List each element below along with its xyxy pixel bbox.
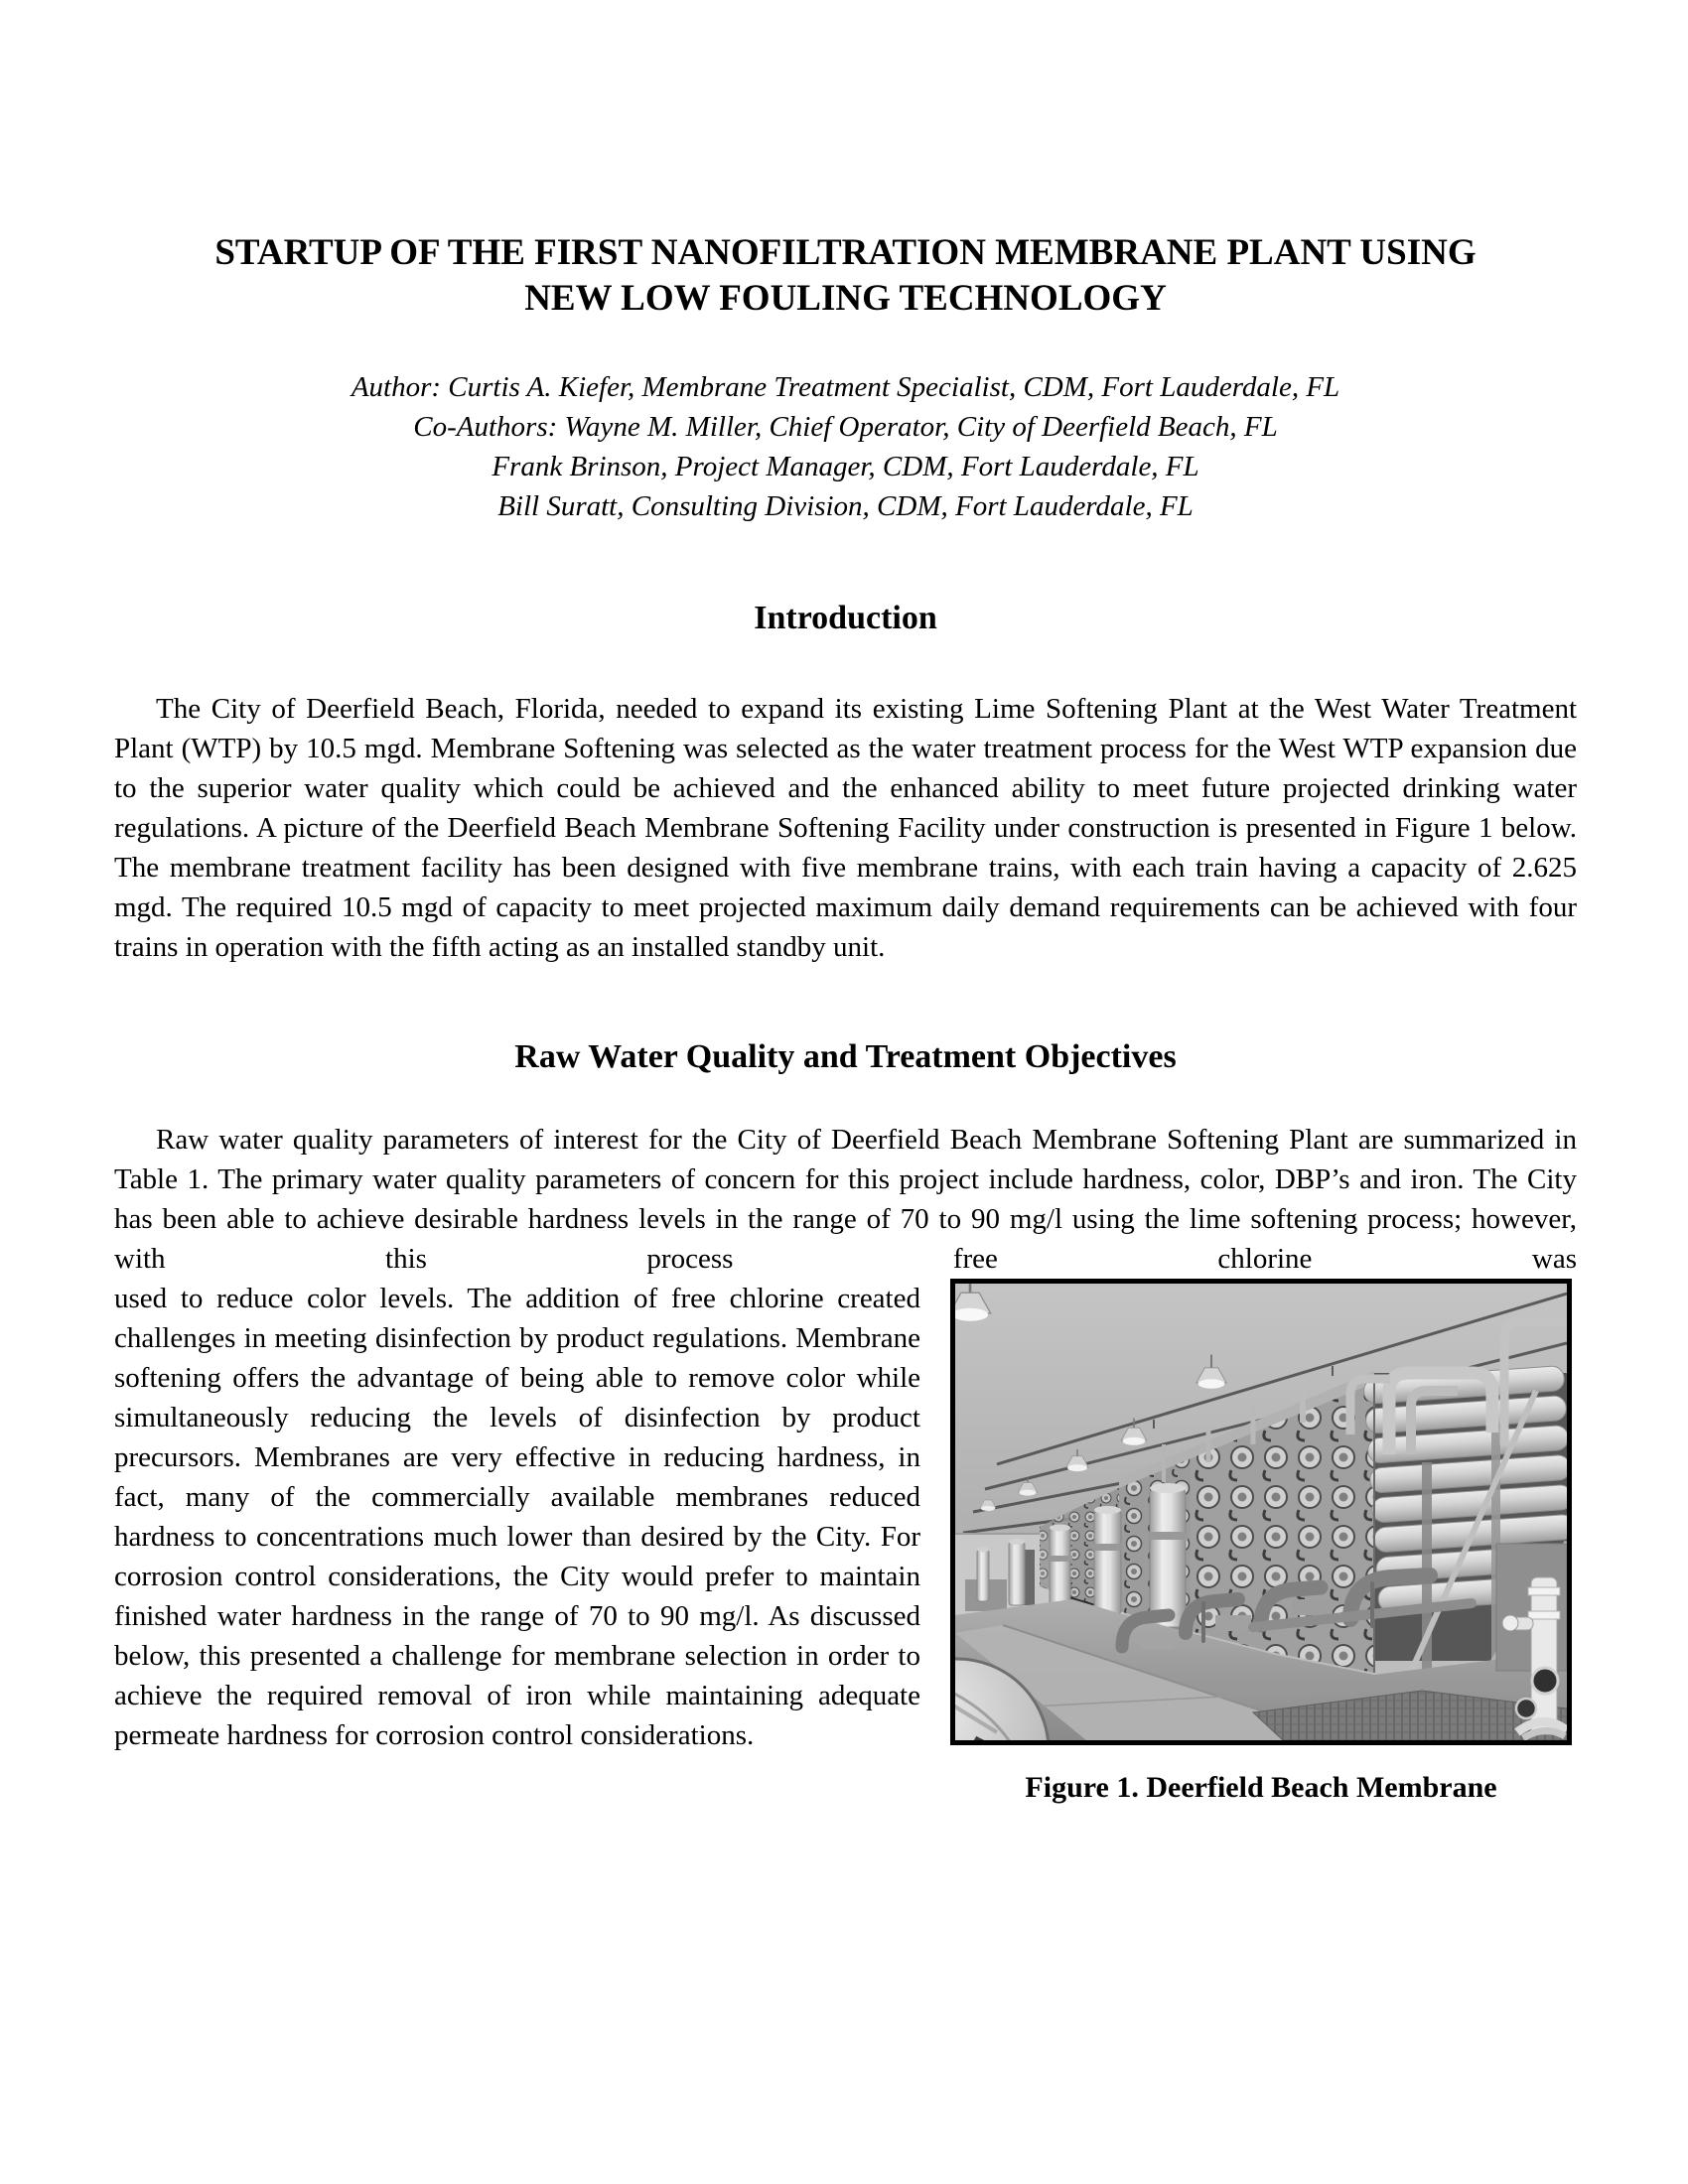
introduction-paragraph: The City of Deerfield Beach, Florida, needed to expand its existing Lime Softening Plant at the West Water Treatment Plant (WTP) by 10.5 mgd. Membrane Softening was selected as the water treatment process for the West WTP expansion due to the superior water quality which could be achieved and the enhanced ability to meet future projected drinking water regulations. A picture of the Deerfield Beach Membrane Softening Facility under construction is presented in Figure 1 below. The membrane treatment facility has been designed with five membrane trains, with each train having a capacity of 2.625 mgd. The required 10.5 mgd of capacity to meet projected maximum daily demand requirements can be achieved with four trains in operation with the fifth acting as an installed standby unit. xyxy=(114,693,1577,963)
title-line-2: NEW LOW FOULING TECHNOLOGY xyxy=(524,278,1167,319)
figure-caption: Figure 1. Deerfield Beach Membrane xyxy=(1025,1771,1497,1804)
paper-title xyxy=(114,230,1577,322)
author-line-2: Co-Authors: Wayne M. Miller, Chief Operator, City of Deerfield Beach, FL xyxy=(413,411,1278,443)
title-line-1: STARTUP OF THE FIRST NANOFILTRATION MEMBRANE PLANT USING xyxy=(214,232,1477,273)
author-line-1: Author: Curtis A. Kiefer, Membrane Treatment Specialist, CDM, Fort Lauderdale, FL xyxy=(351,371,1340,403)
figure-1 xyxy=(950,1279,1572,1805)
author-block xyxy=(114,367,1577,526)
author-line-3: Frank Brinson, Project Manager, CDM, Fort Lauderdale, FL xyxy=(492,451,1199,482)
author-line-4: Bill Suratt, Consulting Division, CDM, Fort Lauderdale, FL xyxy=(497,490,1194,522)
text-and-figure-row xyxy=(114,1279,1577,1805)
membrane-plant-photo xyxy=(955,1284,1567,1740)
section-heading-raw-water: Raw Water Quality and Treatment Objectives xyxy=(514,1038,1177,1075)
section-heading-introduction: Introduction xyxy=(754,600,937,636)
raw-water-paragraph-wrapped: used to reduce color levels. The addition of free chlorine created challenges in meeting disinfection by product regulations. Membrane softening offers the advantage of being able to remove color while simultaneously reducing the levels of disinfection by product precursors. Membranes are very effective in reducing hardness, in fact, many of the commercially available membranes reduced hardness to concentrations much lower than desired by the City. For corrosion control considerations, the City would prefer to maintain finished water hardness in the range of 70 to 90 mg/l. As discussed below, this presented a challenge for membrane selection in order to achieve the required removal of iron while maintaining adequate permeate hardness for corrosion control considerations. xyxy=(114,1283,920,1751)
raw-water-paragraph-full-width: Raw water quality parameters of interest for the City of Deerfield Beach Membrane Softening Plant are summarized in Table 1. The primary water quality parameters of concern for this project include hardness, color, DBP’s and iron. The City has been able to achieve desirable hardness levels in the range of 70 to 90 mg/l using the lime softening process; however, with this process free chlorine was xyxy=(114,1124,1577,1275)
figure-photo xyxy=(950,1279,1572,1745)
